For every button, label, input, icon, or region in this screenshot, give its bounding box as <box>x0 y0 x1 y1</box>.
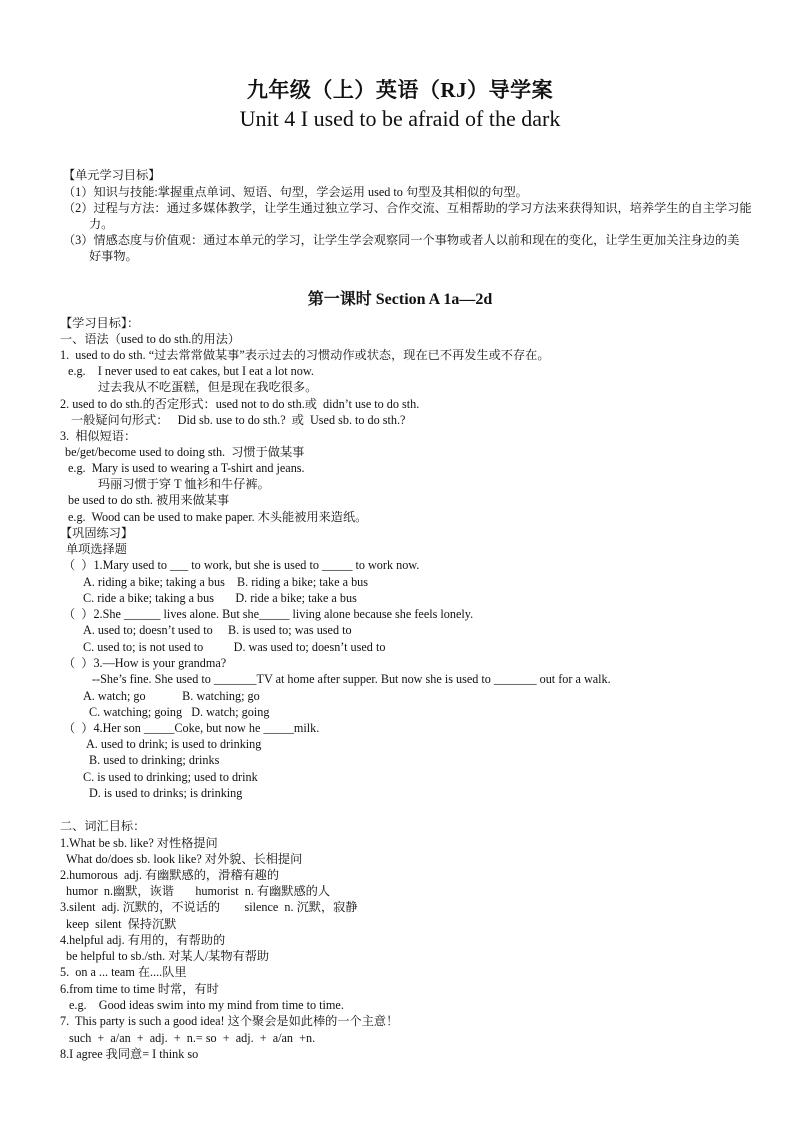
grammar-line: 玛丽习惯于穿 T 恤衫和牛仔裤。 <box>98 477 270 491</box>
question-line: C. is used to drinking; used to drink <box>83 770 258 784</box>
grammar-line: be used to do sth. 被用来做某事 <box>68 493 230 507</box>
unit-objectives-heading: 【单元学习目标】 <box>63 168 161 182</box>
objective-2: （2）过程与方法：通过多媒体教学，让学生通过独立学习、合作交流、互相帮助的学习方法来获得知识，培养学生的自主学习能 <box>63 201 752 215</box>
vocab-line: humor n.幽默，诙谐 humorist n. 有幽默感的人 <box>66 884 331 898</box>
grammar-line: e.g. Wood can be used to make paper. 木头能被用来造纸。 <box>68 510 368 524</box>
question-line: （ ）1.Mary used to ___ to work, but she is used to _____ to work now. <box>63 558 420 572</box>
vocab-line: 5. on a ... team 在....队里 <box>60 965 187 979</box>
practice-heading: 【巩固练习】 <box>60 526 134 540</box>
vocab-line: 7. This party is such a good idea! 这个聚会是如此棒的一个主意！ <box>60 1014 399 1028</box>
grammar-line: 1. used to do sth. “过去常常做某事”表示过去的习惯动作或状态，现在已不再发生或不存在。 <box>60 348 550 362</box>
practice-subheading: 单项选择题 <box>66 542 127 556</box>
vocab-line: 1.What be sb. like? 对性格提问 <box>60 836 218 850</box>
vocab-line: What do/does sb. look like? 对外貌、长相提问 <box>66 852 303 866</box>
vocab-line: 8.I agree 我同意= I think so <box>60 1047 199 1061</box>
vocab-line: 4.helpful adj. 有用的，有帮助的 <box>60 933 226 947</box>
unit-title: Unit 4 I used to be afraid of the dark <box>239 106 561 131</box>
question-line: A. used to; doesn’t used to B. is used to; was used to <box>83 623 352 637</box>
objective-2-cont: 力。 <box>89 217 114 231</box>
question-line: （ ）2.She ______ lives alone. But she_____ living alone because she feels lonely. <box>63 607 474 621</box>
vocab-line: 3.silent adj. 沉默的，不说话的 silence n. 沉默，寂静 <box>60 900 358 914</box>
question-line: A. used to drink; is used to drinking <box>86 737 262 751</box>
question-line: --She’s fine. She used to _______TV at home after supper. But now she is used to _______ out for a walk. <box>92 672 611 686</box>
objective-3-cont: 好事物。 <box>89 249 138 263</box>
question-line: A. riding a bike; taking a bus B. riding a bike; take a bus <box>83 575 368 589</box>
objective-3: （3）情感态度与价值观：通过本单元的学习，让学生学会观察同一个事物或者人以前和现在的变化，让学生更加关注身边的美 <box>63 233 740 247</box>
question-line: （ ）4.Her son _____Coke, but now he _____milk. <box>63 721 320 735</box>
grammar-line: 一、语法（used to do sth.的用法） <box>60 332 241 346</box>
vocab-line: e.g. Good ideas swim into my mind from time to time. <box>69 998 344 1012</box>
question-line: C. ride a bike; taking a bus D. ride a bike; take a bus <box>83 591 357 605</box>
grammar-line: e.g. Mary is used to wearing a T-shirt and jeans. <box>68 461 305 475</box>
question-line: D. is used to drinks; is drinking <box>89 786 243 800</box>
vocab-line: 二、词汇目标： <box>60 819 146 833</box>
objective-1: （1）知识与技能:掌握重点单词、短语、句型，学会运用 used to 句型及其相似的句型。 <box>63 185 528 199</box>
vocab-line: 6.from time to time 时常，有时 <box>60 982 219 996</box>
vocab-line: keep silent 保持沉默 <box>66 917 177 931</box>
document-title: 九年级（上）英语（RJ）导学案 <box>246 78 554 102</box>
question-line: （ ）3.—How is your grandma? <box>63 656 227 670</box>
question-line: A. watch; go B. watching; go <box>83 689 260 703</box>
question-line: C. watching; going D. watch; going <box>89 705 270 719</box>
goals-heading: 【学习目标】： <box>60 316 140 330</box>
question-line: B. used to drinking; drinks <box>89 753 220 767</box>
grammar-line: 2. used to do sth.的否定形式：used not to do sth.或 didn’t use to do sth. <box>60 397 420 411</box>
grammar-line: 3. 相似短语： <box>60 429 137 443</box>
grammar-line: 过去我从不吃蛋糕，但是现在我吃很多。 <box>98 380 318 394</box>
grammar-line: 一般疑问句形式： Did sb. use to do sth.? 或 Used sb. to do sth.? <box>71 413 406 427</box>
vocab-line: such + a/an + adj. + n.= so + adj. + a/an +n. <box>69 1031 316 1045</box>
vocab-line: be helpful to sb./sth. 对某人/某物有帮助 <box>66 949 270 963</box>
vocab-line: 2.humorous adj. 有幽默感的，滑稽有趣的 <box>60 868 280 882</box>
grammar-line: be/get/become used to doing sth. 习惯于做某事 <box>65 445 305 459</box>
question-line: C. used to; is not used to D. was used to; doesn’t used to <box>83 640 386 654</box>
lesson-heading: 第一课时 Section A 1a—2d <box>307 291 493 308</box>
grammar-line: e.g. I never used to eat cakes, but I eat a lot now. <box>68 364 314 378</box>
